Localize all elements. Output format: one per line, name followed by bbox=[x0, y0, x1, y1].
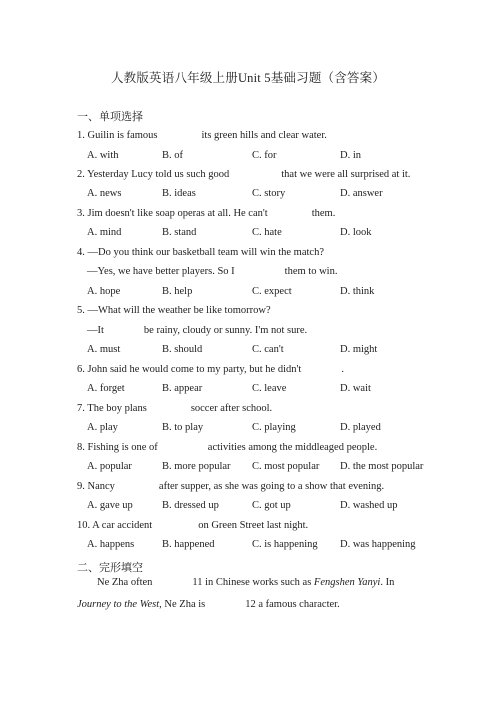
question-5-text-a: —It bbox=[87, 325, 104, 336]
section-heading-cloze: 二、完形填空 bbox=[77, 562, 143, 574]
option-c: C. got up bbox=[252, 500, 291, 511]
option-b: B. dressed up bbox=[162, 500, 219, 511]
question-1 bbox=[77, 130, 327, 141]
cloze-text: , Ne Zha is bbox=[159, 599, 206, 610]
option-c: C. expect bbox=[252, 286, 292, 297]
question-2-text-b: that we were all surprised at it. bbox=[281, 169, 411, 180]
question-10-text-b: on Green Street last night. bbox=[198, 520, 309, 531]
cloze-text: 12 a famous character. bbox=[245, 599, 340, 610]
option-b: B. stand bbox=[162, 227, 197, 238]
question-1-text-b: its green hills and clear water. bbox=[201, 130, 327, 141]
option-a: A. hope bbox=[87, 286, 121, 297]
option-c: C. for bbox=[252, 150, 277, 161]
question-8 bbox=[77, 442, 377, 453]
option-d: D. played bbox=[340, 422, 381, 433]
option-d: D. might bbox=[340, 344, 378, 355]
question-6 bbox=[77, 364, 344, 375]
option-a: A. mind bbox=[87, 227, 122, 238]
option-c: C. story bbox=[252, 188, 286, 199]
question-10-text-a: 10. A car accident bbox=[77, 520, 153, 531]
question-8-text-a: 8. Fishing is one of bbox=[77, 442, 158, 453]
question-2-text-a: 2. Yesterday Lucy told us such good bbox=[77, 169, 230, 180]
option-b: B. of bbox=[162, 150, 183, 161]
question-5-response bbox=[87, 325, 307, 336]
option-a: A. news bbox=[87, 188, 122, 199]
question-4: 4. —Do you think our basketball team will win the match? bbox=[77, 247, 324, 258]
question-5-text-b: be rainy, cloudy or sunny. I'm not sure. bbox=[143, 325, 308, 336]
question-9-text-b: after supper, as she was going to a show that evening. bbox=[158, 481, 385, 492]
question-10 bbox=[77, 520, 308, 531]
option-a: A. popular bbox=[87, 461, 132, 472]
option-b: B. more popular bbox=[162, 461, 231, 472]
question-3-text-b: them. bbox=[311, 208, 336, 219]
option-d: D. answer bbox=[340, 188, 383, 199]
option-a: A. with bbox=[87, 150, 119, 161]
question-7 bbox=[77, 403, 272, 414]
question-7-text-b: soccer after school. bbox=[190, 403, 273, 414]
option-d: D. the most popular bbox=[340, 461, 424, 472]
question-4-response bbox=[87, 266, 337, 277]
cloze-italic-title: to the West bbox=[113, 599, 160, 610]
option-b: B. help bbox=[162, 286, 193, 297]
question-8-text-b: activities among the middleaged people. bbox=[207, 442, 378, 453]
option-c: C. can't bbox=[252, 344, 284, 355]
option-d: D. was happening bbox=[340, 539, 416, 550]
question-4-text-b: them to win. bbox=[284, 266, 338, 277]
section-heading-multiple-choice: 一、单项选择 bbox=[77, 111, 143, 123]
question-5: 5. —What will the weather be like tomorrow? bbox=[77, 305, 271, 316]
option-b: B. appear bbox=[162, 383, 203, 394]
question-3 bbox=[77, 208, 335, 219]
cloze-italic-title: Fengshen Yanyi bbox=[313, 577, 381, 588]
cloze-text: Ne Zha often bbox=[97, 577, 153, 588]
cloze-italic-title: Journey bbox=[77, 599, 111, 610]
cloze-text: 11 in Chinese works such as bbox=[192, 577, 312, 588]
option-c: C. is happening bbox=[252, 539, 318, 550]
option-d: D. think bbox=[340, 286, 375, 297]
option-d: D. look bbox=[340, 227, 372, 238]
cloze-text: . In bbox=[380, 577, 395, 588]
option-c: C. hate bbox=[252, 227, 282, 238]
option-b: B. should bbox=[162, 344, 203, 355]
option-a: A. must bbox=[87, 344, 121, 355]
option-d: D. in bbox=[340, 150, 361, 161]
option-b: B. to play bbox=[162, 422, 204, 433]
option-c: C. playing bbox=[252, 422, 296, 433]
option-c: C. most popular bbox=[252, 461, 320, 472]
question-6-text-a: 6. John said he would come to my party, but he didn't bbox=[77, 364, 302, 375]
cloze-paragraph bbox=[77, 572, 422, 616]
option-b: B. ideas bbox=[162, 188, 196, 199]
question-2 bbox=[77, 169, 410, 180]
question-6-text-b: . bbox=[341, 364, 344, 375]
option-d: D. washed up bbox=[340, 500, 398, 511]
option-a: A. gave up bbox=[87, 500, 133, 511]
option-a: A. happens bbox=[87, 539, 135, 550]
question-9-text-a: 9. Nancy bbox=[77, 481, 115, 492]
option-c: C. leave bbox=[252, 383, 287, 394]
question-9 bbox=[77, 481, 384, 492]
option-d: D. wait bbox=[340, 383, 371, 394]
question-4-text-a: —Yes, we have better players. So I bbox=[87, 266, 235, 277]
question-1-text-a: 1. Guilin is famous bbox=[77, 130, 158, 141]
question-7-text-a: 7. The boy plans bbox=[77, 403, 147, 414]
option-a: A. forget bbox=[87, 383, 125, 394]
document-title: 人教版英语八年级上册Unit 5基础习题（含答案） bbox=[110, 71, 386, 85]
question-3-text-a: 3. Jim doesn't like soap operas at all. He can't bbox=[77, 208, 268, 219]
option-a: A. play bbox=[87, 422, 118, 433]
option-b: B. happened bbox=[162, 539, 215, 550]
